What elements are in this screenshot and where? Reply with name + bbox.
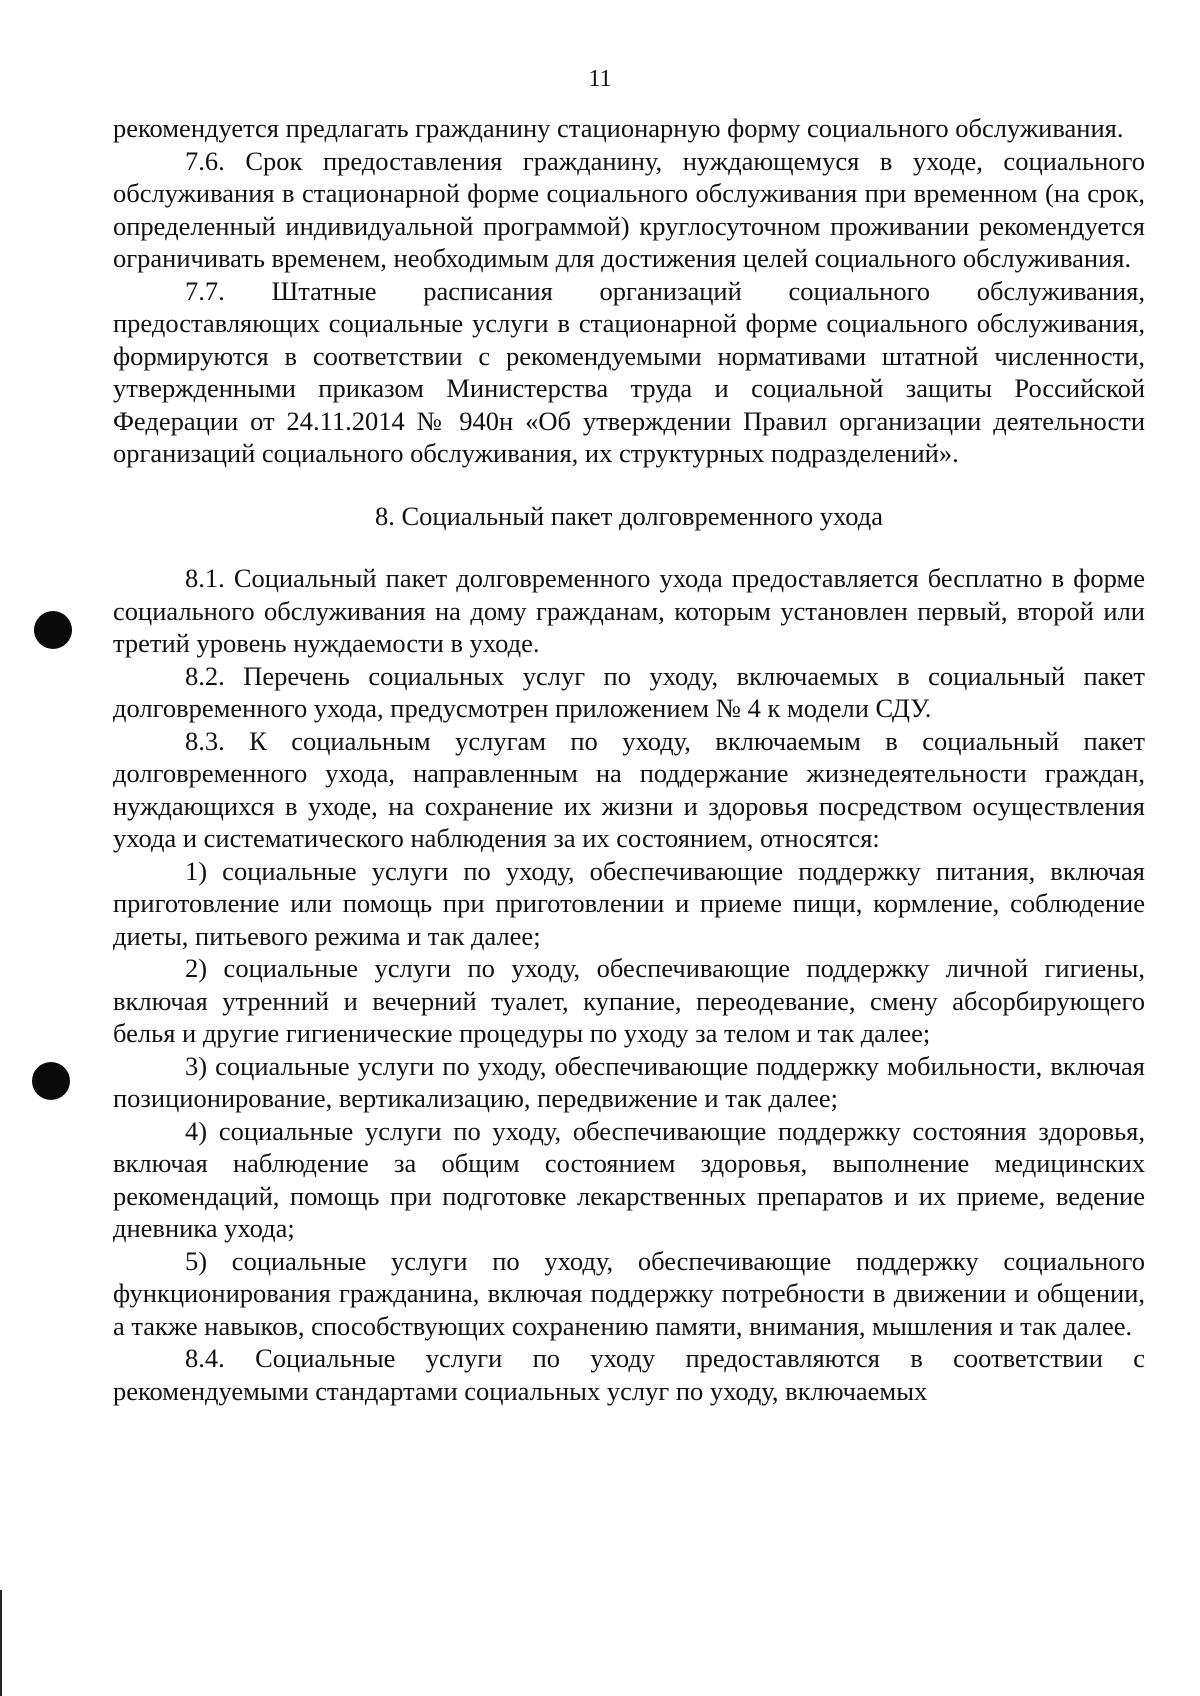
- paragraph-7-7: 7.7. Штатные расписания организаций социального обслуживания, предоставляющих социальные услуги в стационарной форме социального обслуживания, формируются в соответствии с рекомендуемыми нормативами штатной численности, утвержденными приказом Министерства труда и социальной защиты Российской Федерации от 24.11.2014 № 940н «Об утверждении Правил организации деятельности организаций социального обслуживания, их структурных подразделений».: [113, 275, 1145, 468]
- paragraph-8-3: 8.3. К социальным услугам по уходу, включаемым в социальный пакет долговременного ухода, направленным на поддержание жизнедеятельности граждан, нуждающихся в уходе, на сохранение их жизни и здоровья посредством осуществления ухода и систематического наблюдения за их состоянием, относятся:: [113, 725, 1145, 853]
- list-item-3: 3) социальные услуги по уходу, обеспечивающие поддержку мобильности, включая позиционирование, вертикализацию, передвижение и так далее;: [113, 1050, 1145, 1113]
- binder-hole-mark: [32, 1062, 70, 1100]
- paragraph-8-2: 8.2. Перечень социальных услуг по уходу, включаемых в социальный пакет долговременного ухода, предусмотрен приложением № 4 к модели СДУ.: [113, 660, 1145, 723]
- list-item-2: 2) социальные услуги по уходу, обеспечивающие поддержку личной гигиены, включая утренний и вечерний туалет, купание, переодевание, смену абсорбирующего белья и другие гигиенические процедуры по уходу за телом и так далее;: [113, 953, 1145, 1048]
- binder-hole-mark: [34, 611, 72, 649]
- paragraph-8-4: 8.4. Социальные услуги по уходу предоставляются в соответствии с рекомендуемыми стандартами социальных услуг по уходу, включаемых: [113, 1343, 1145, 1406]
- section-heading-8: 8. Социальный пакет долговременного ухода: [374, 500, 884, 531]
- list-item-1: 1) социальные услуги по уходу, обеспечивающие поддержку питания, включая приготовление или помощь при приготовлении и приеме пищи, кормление, соблюдение диеты, питьевого режима и так далее;: [113, 855, 1145, 951]
- paragraph-8-1: 8.1. Социальный пакет долговременного ухода предоставляется бесплатно в форме социального обслуживания на дому гражданам, которым установлен первый, второй или третий уровень нуждаемости в уходе.: [113, 563, 1145, 658]
- paragraph-continuation: рекомендуется предлагать гражданину стационарную форму социального обслуживания.: [113, 113, 1124, 143]
- list-item-5: 5) социальные услуги по уходу, обеспечивающие поддержку социального функционирования гражданина, включая поддержку потребности в движении и общении, а также навыков, способствующих сохранению памяти, внимания, мышления и так далее.: [113, 1245, 1145, 1341]
- paragraph-7-6: 7.6. Срок предоставления гражданину, нуждающемуся в уходе, социального обслуживания в стационарной форме социального обслуживания при временном (на срок, определенный индивидуальной программой) круглосуточном проживании рекомендуется ограничивать временем, необходимым для достижения целей социального обслуживания.: [113, 145, 1145, 273]
- document-body: [113, 112, 1145, 1407]
- scan-edge-line: [0, 1590, 2, 1696]
- list-item-4: 4) социальные услуги по уходу, обеспечивающие поддержку состояния здоровья, включая наблюдение за общим состоянием здоровья, выполнение медицинских рекомендаций, помощь при подготовке лекарственных препаратов и их приеме, ведение дневника ухода;: [113, 1115, 1145, 1243]
- page-number: 11: [588, 66, 612, 92]
